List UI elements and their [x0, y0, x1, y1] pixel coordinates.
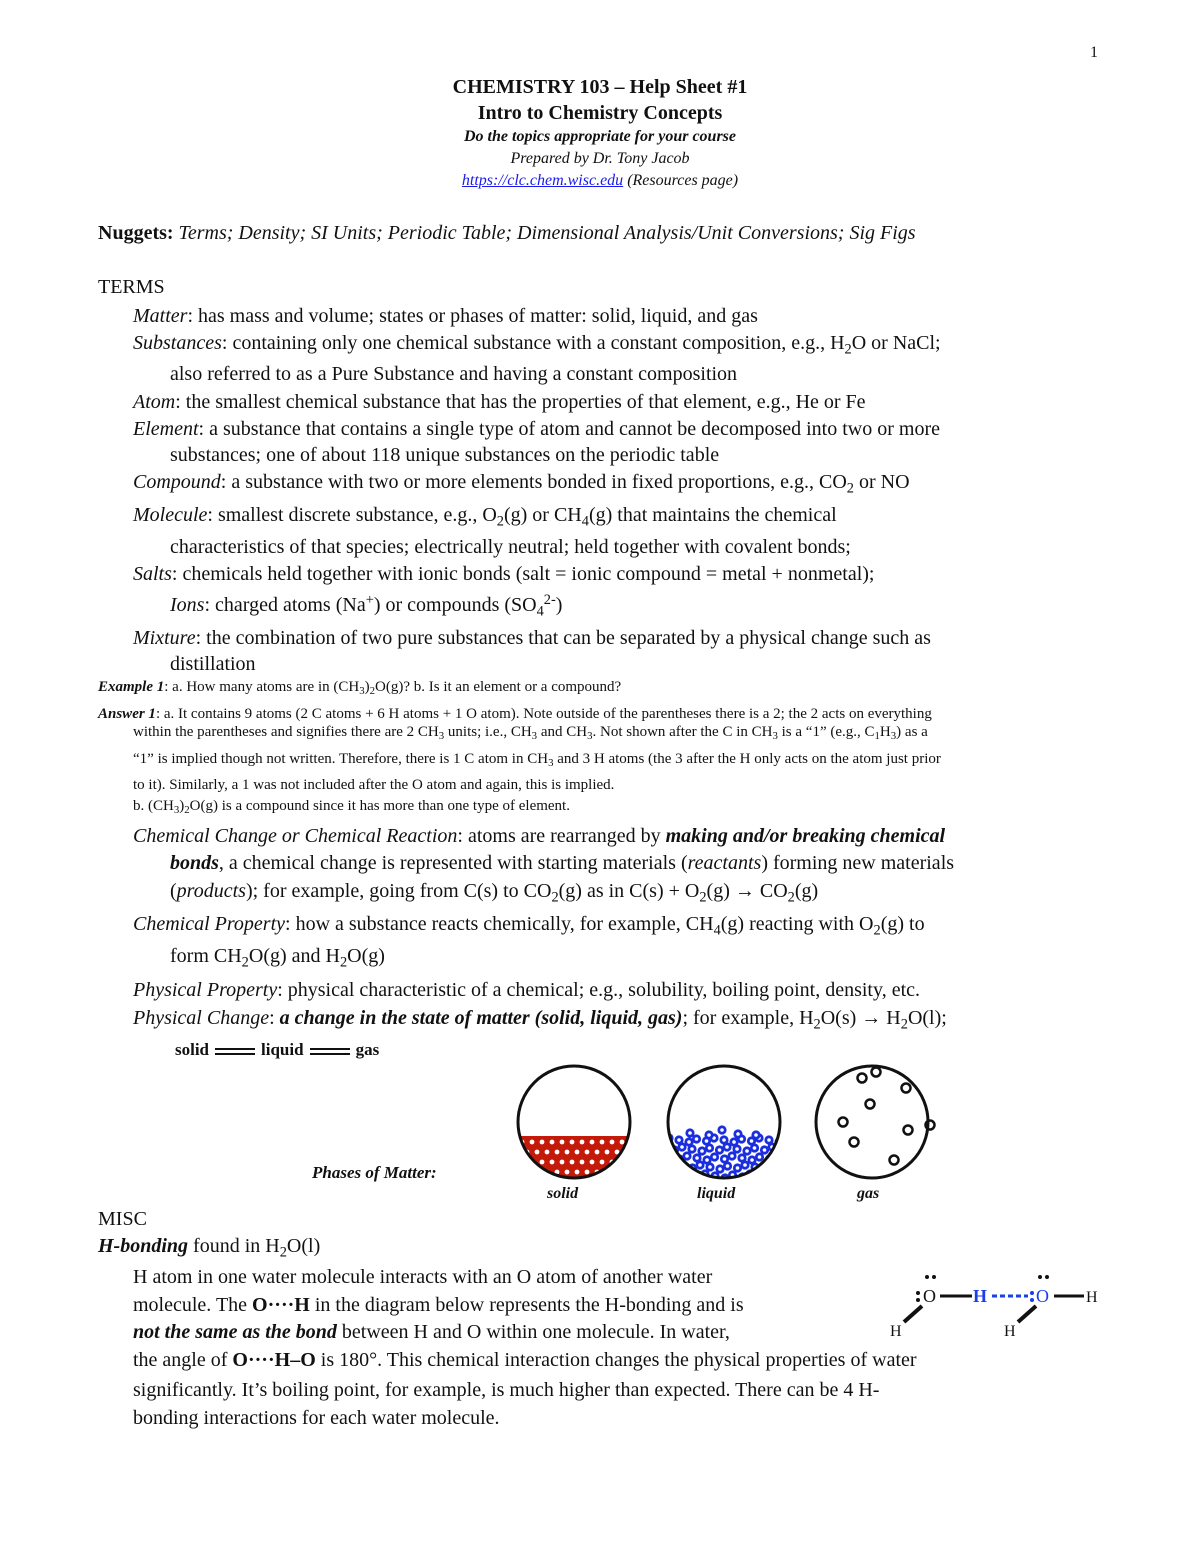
gas-particle — [839, 1118, 848, 1127]
hbond-heading: H-bonding found in $H_2O(l)$ — [98, 1235, 321, 1261]
solid-particle — [575, 1170, 580, 1175]
solid-particle — [630, 1140, 635, 1145]
solid-label: solid — [547, 1185, 579, 1202]
liquid-particle-core — [687, 1140, 691, 1144]
term-mixture: Mixture: the combination of two pure substances that can be separated by a physical change such as — [133, 627, 931, 649]
liquid-particle-core — [673, 1167, 677, 1171]
liquid-label: liquid — [697, 1185, 736, 1202]
term-chemical-property-cont: form $CH_2O(g)$ and $H_2O(g)$ — [170, 945, 385, 971]
liquid-particle — [777, 1144, 786, 1153]
solid-particle — [615, 1170, 620, 1175]
liquid-particle-core — [686, 1173, 690, 1177]
solid-particle — [605, 1170, 610, 1175]
gas-particle — [850, 1138, 859, 1147]
page-number: 1 — [1090, 44, 1098, 61]
liquid-particle-core — [730, 1154, 734, 1158]
gas-container — [816, 1066, 928, 1178]
doc-author: Prepared by Dr. Tony Jacob — [510, 150, 690, 167]
term-element: Element: a substance that contains a single type of atom and cannot be decomposed into two or more — [133, 418, 940, 440]
liquid-particle-core — [705, 1158, 709, 1162]
terms-heading: TERMS — [98, 276, 165, 298]
hydrogen-bottom-left: H — [890, 1323, 902, 1340]
term-chemical-change-cont2: (products); for example, going from C(s) to $CO_2(g)$ as in $C(s) + O_2(g) \to CO_2(g)$ — [170, 880, 819, 906]
answer-1-line1: Answer 1: a. It contains 9 atoms (2 C atoms + 6 H atoms + 1 O atom). Note outside of the parentheses there is a 2; the 2 acts on everything — [98, 706, 932, 722]
resource-note: (Resources page) — [623, 172, 739, 189]
solid-particle — [635, 1150, 640, 1155]
hbond-diagram — [880, 1270, 1110, 1340]
liquid-particle-core — [758, 1174, 762, 1178]
equilibrium-arrow-icon — [215, 1044, 255, 1058]
liquid-particle-core — [725, 1145, 729, 1149]
solid-particle — [620, 1140, 625, 1145]
liquid-particle-core — [720, 1128, 724, 1132]
liquid-particle — [755, 1171, 764, 1180]
liquid-particle-core — [758, 1155, 762, 1159]
liquid-particle-core — [736, 1166, 740, 1170]
liquid-particle-core — [690, 1147, 694, 1151]
liquid-particle-core — [695, 1156, 699, 1160]
solid-particle — [575, 1150, 580, 1155]
liquid-particle-core — [668, 1174, 672, 1178]
liquid-particle-core — [707, 1133, 711, 1137]
nuggets-topics: Terms; Density; SI Units; Periodic Table; Dimensional Analysis/Unit Conversions; Sig Figs — [173, 222, 916, 244]
hydrogen-bottom-right: H — [1004, 1323, 1016, 1340]
term-chemical-property: Chemical Property: how a substance reacts chemically, for example, $CH_4(g)$ reacting with $O_2(g)$ to — [133, 913, 925, 939]
liquid-particle-core — [745, 1149, 749, 1153]
gas-label: gas — [857, 1185, 880, 1202]
solid-particle — [630, 1160, 635, 1165]
liquid-particle-core — [708, 1165, 712, 1169]
solid-particle — [625, 1150, 630, 1155]
liquid-particle-core — [780, 1147, 784, 1151]
term-atom: Atom: the smallest chemical substance that has the properties of that element, e.g., He or Fe — [133, 391, 866, 413]
oxygen-left: O — [923, 1286, 936, 1306]
doc-instruction: Do the topics appropriate for your course — [464, 128, 736, 145]
liquid-particle-core — [681, 1164, 685, 1168]
liquid-particle-core — [754, 1133, 758, 1137]
solid-particle — [565, 1150, 570, 1155]
phases-figure-label: Phases of Matter: — [312, 1163, 437, 1182]
liquid-particle-core — [705, 1139, 709, 1143]
liquid-particle-core — [735, 1147, 739, 1151]
liquid-particle-core — [695, 1137, 699, 1141]
solid-particle — [620, 1160, 625, 1165]
solid-particle — [590, 1160, 595, 1165]
gas-particle — [866, 1100, 875, 1109]
liquid-particle-core — [688, 1131, 692, 1135]
answer-1-line3: “1” is implied though not written. Therefore, there is 1 C atom in $CH_3$ and 3 H atoms (the 3 after the H only acts on the atom just prior — [133, 751, 941, 770]
solid-particle — [590, 1140, 595, 1145]
solid-particle — [540, 1140, 545, 1145]
hbond-para-line3: not the same as the bond between H and O within one molecule. In water, — [133, 1321, 730, 1343]
gas-particle — [902, 1084, 911, 1093]
answer-1-line4: to it). Similarly, a 1 was not included after the O atom and again, this is implied. — [133, 777, 615, 793]
liquid-particle — [665, 1152, 674, 1161]
term-molecule-cont: characteristics of that species; electrically neutral; held together with covalent bonds; — [170, 536, 851, 558]
hydrogen-bridging: H — [973, 1286, 988, 1306]
gas-particle — [890, 1156, 899, 1165]
liquid-particle-core — [763, 1167, 767, 1171]
nuggets-label: Nuggets: — [98, 222, 174, 244]
solid-particle — [565, 1170, 570, 1175]
oxygen-right: O — [1036, 1286, 1049, 1306]
phase-equilibrium-equation: solid liquid gas — [175, 1040, 380, 1059]
liquid-particle-core — [732, 1140, 736, 1144]
solid-particle — [580, 1160, 585, 1165]
liquid-particle — [670, 1164, 679, 1173]
liquid-particle — [675, 1173, 684, 1182]
liquid-particle-core — [753, 1146, 757, 1150]
solid-particle — [520, 1160, 525, 1165]
solid-particle — [560, 1160, 565, 1165]
hydrogen-right: H — [1086, 1289, 1098, 1306]
gas-particle — [858, 1074, 867, 1083]
solid-particle — [580, 1140, 585, 1145]
liquid-particle-core — [726, 1164, 730, 1168]
liquid-particle-core — [740, 1156, 744, 1160]
liquid-particle-core — [708, 1146, 712, 1150]
liquid-particle-core — [781, 1166, 785, 1170]
term-molecule: Molecule: smallest discrete substance, e.g., $O_2(g)$ or $CH_4(g)$ that maintains the chemical — [133, 504, 837, 530]
liquid-particle — [683, 1170, 692, 1179]
resource-line — [0, 172, 1200, 190]
liquid-particle-core — [736, 1132, 740, 1136]
solid-particle — [555, 1150, 560, 1155]
liquid-particle-core — [750, 1139, 754, 1143]
solid-particle — [600, 1160, 605, 1165]
gas-particle — [872, 1068, 881, 1077]
hbond-para-line4: the angle of O····H–O is 180°. This chemical interaction changes the physical properties of water — [133, 1349, 917, 1371]
term-element-cont: substances; one of about 118 unique substances on the periodic table — [170, 444, 720, 466]
term-physical-property: Physical Property: physical characteristic of a chemical; e.g., solubility, boiling point, density, etc. — [133, 979, 921, 1001]
doc-subtitle: Intro to Chemistry Concepts — [477, 102, 723, 124]
liquid-particle — [760, 1164, 769, 1173]
example-1: Example 1: a. How many atoms are in $(CH_3)_2O(g)$? b. Is it an element or a compound? — [98, 679, 622, 698]
answer-1-line5: b. $(CH_3)_2O(g)$ is a compound since it has more than one type of element. — [133, 798, 570, 817]
hbond-para-line6: bonding interactions for each water molecule. — [133, 1407, 500, 1429]
solid-particle — [605, 1150, 610, 1155]
resource-link[interactable]: https://clc.chem.wisc.edu — [461, 172, 624, 189]
solid-particle — [570, 1140, 575, 1145]
liquid-particle-core — [768, 1176, 772, 1180]
solid-particle — [550, 1160, 555, 1165]
solid-particle — [525, 1170, 530, 1175]
liquid-particle — [765, 1173, 774, 1182]
hbond-para-line1: H atom in one water molecule interacts with an O atom of another water — [133, 1266, 713, 1288]
liquid-particle — [665, 1171, 674, 1180]
term-substances-cont: also referred to as a Pure Substance and having a constant composition — [170, 363, 738, 385]
solid-particle — [530, 1140, 535, 1145]
liquid-particle-core — [680, 1145, 684, 1149]
liquid-particle-core — [718, 1148, 722, 1152]
term-salts: Salts: chemicals held together with ionic bonds (salt = ionic compound = metal + nonmetal); — [133, 563, 875, 585]
liquid-particle-core — [698, 1163, 702, 1167]
solid-particle — [625, 1170, 630, 1175]
liquid-particle-core — [678, 1176, 682, 1180]
misc-heading: MISC — [98, 1208, 147, 1230]
liquid-particle — [768, 1161, 777, 1170]
solid-particle — [570, 1160, 575, 1165]
solid-particle — [585, 1170, 590, 1175]
equilibrium-arrow-icon — [310, 1044, 350, 1058]
liquid-particle-core — [771, 1164, 775, 1168]
doc-title: CHEMISTRY 103 – Help Sheet #1 — [452, 76, 748, 98]
solid-particle — [560, 1140, 565, 1145]
solid-particle — [545, 1150, 550, 1155]
solid-particle — [535, 1170, 540, 1175]
term-substances: Substances: containing only one chemical substance with a constant composition, e.g., $H_2O$ or NaCl; — [133, 332, 941, 358]
phases-of-matter-figure — [510, 1060, 940, 1185]
liquid-particle — [773, 1170, 782, 1179]
solid-particle — [600, 1140, 605, 1145]
gas-particle — [904, 1126, 913, 1135]
hbond-para-line2: molecule. The O····H in the diagram below represents the H-bonding and is — [133, 1294, 744, 1316]
solid-particle — [540, 1160, 545, 1165]
liquid-particle-core — [696, 1175, 700, 1179]
solid-particle — [635, 1170, 640, 1175]
liquid-particle-core — [685, 1154, 689, 1158]
solid-particle — [585, 1150, 590, 1155]
term-mixture-cont: distillation — [170, 653, 256, 675]
hbond-para-line5: significantly. It’s boiling point, for example, is much higher than expected. There can be 4 H- — [133, 1379, 880, 1401]
liquid-particle-core — [767, 1138, 771, 1142]
liquid-particle-core — [723, 1157, 727, 1161]
term-physical-change: Physical Change: a change in the state of matter (solid, liquid, gas); for example, $H_2O(s) \to H_2O(l)$; — [133, 1007, 947, 1033]
liquid-particle-core — [750, 1158, 754, 1162]
term-chemical-change: Chemical Change or Chemical Reaction: atoms are rearranged by making and/or breaking chemical — [133, 825, 946, 847]
term-matter: Matter: has mass and volume; states or phases of matter: solid, liquid, and gas — [133, 305, 758, 327]
liquid-particle-core — [677, 1138, 681, 1142]
answer-1-line2: within the parentheses and signifies there are 2 $CH_3$ units; i.e., $CH_3$ and $CH_3$. Not shown after the C in $CH_3$ is a “1” (e.g., $C_1H_3$) as a — [133, 724, 928, 743]
liquid-particle-core — [722, 1138, 726, 1142]
nuggets-line — [98, 222, 916, 245]
liquid-particle — [778, 1163, 787, 1172]
term-ions: Ions: charged atoms (Na+) or compounds $(SO_4^{2-})$ — [170, 591, 563, 620]
solid-particle — [595, 1150, 600, 1155]
term-chemical-change-cont1: bonds, a chemical change is represented with starting materials (reactants) forming new materials — [170, 852, 955, 874]
liquid-particle-core — [776, 1173, 780, 1177]
term-compound: Compound: a substance with two or more elements bonded in fixed proportions, e.g., $CO_2$ or NO — [133, 471, 910, 497]
liquid-particle — [772, 1151, 781, 1160]
solid-particle — [610, 1140, 615, 1145]
solid-particle — [550, 1140, 555, 1145]
solid-particle — [535, 1150, 540, 1155]
liquid-particle-core — [700, 1149, 704, 1153]
liquid-particle-core — [763, 1148, 767, 1152]
liquid-particle-core — [713, 1155, 717, 1159]
liquid-particle-core — [718, 1167, 722, 1171]
liquid-particle-core — [743, 1163, 747, 1167]
liquid-particle-core — [775, 1154, 779, 1158]
liquid-particle-core — [668, 1155, 672, 1159]
